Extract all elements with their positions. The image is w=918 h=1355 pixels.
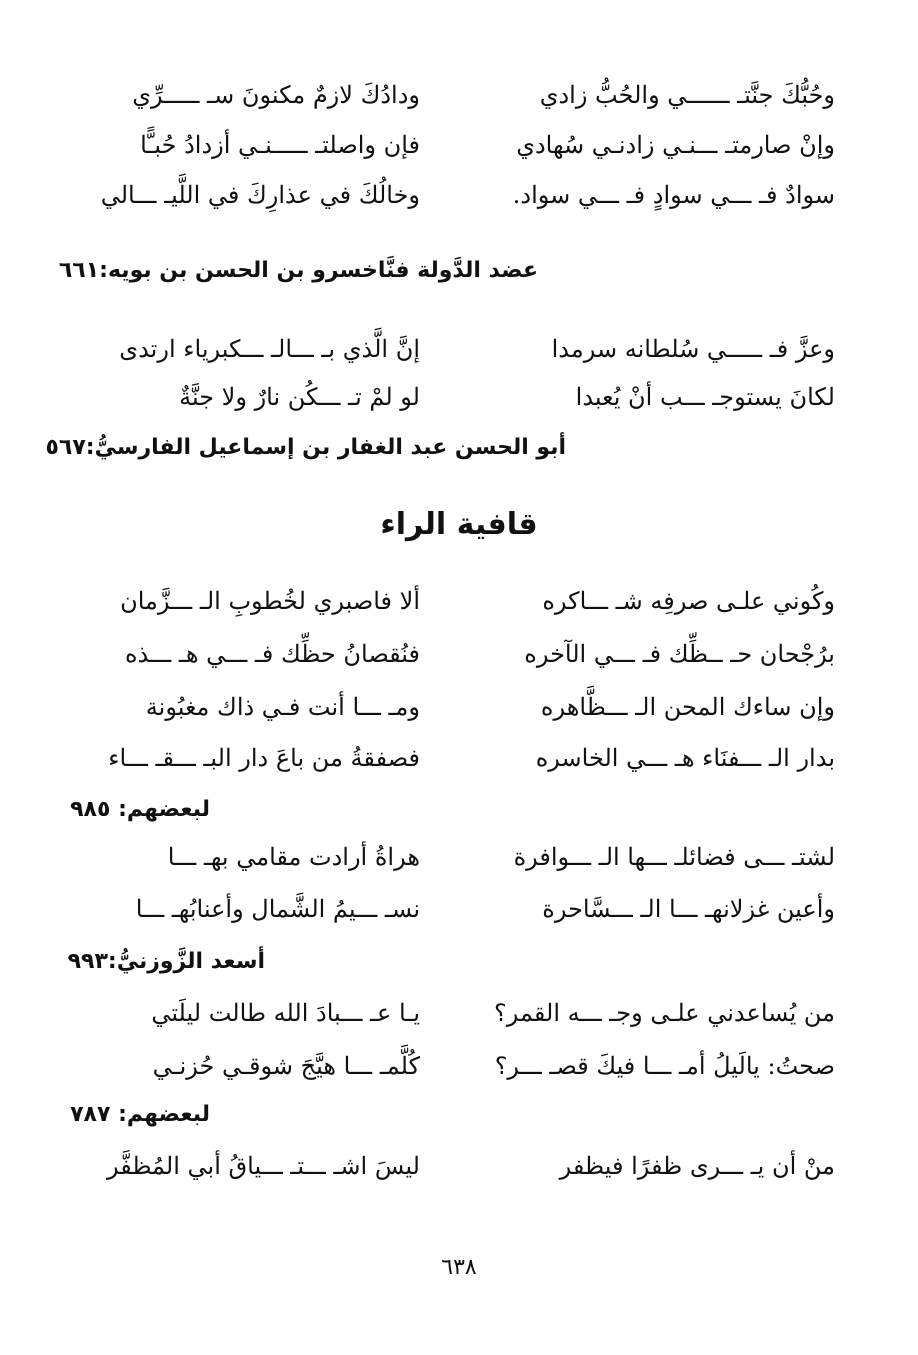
verse-first-hemistich: وخالُكَ في عذارِكَ في اللَّيـ ـــالي — [100, 181, 420, 209]
verse-first-hemistich: فنُقصانُ حظِّك فـ ـــي هـ ـــذه — [124, 640, 420, 668]
verse-second-hemistich: من يُساعدني علـى وجـ ـــه القمر؟ — [494, 999, 835, 1027]
verse-line — [60, 578, 835, 624]
verse-line — [60, 374, 835, 420]
verse-second-hemistich: لشتـ ـــى فضائلـ ـــها الـ ـــوافرة — [513, 843, 835, 871]
verse-second-hemistich: وإن ساءك المحن الـ ـــظَّاهره — [540, 693, 835, 721]
verse-second-hemistich: سوادٌ فـ ـــي سوادٍ فـ ـــي سواد. — [512, 181, 835, 209]
section-title: قافية الراء — [380, 507, 538, 542]
page-number: ٦٣٨ — [441, 1255, 477, 1280]
verse-first-hemistich: كُلَّمـ ـــا هيَّجَ شوقـي حُزنـي — [152, 1052, 420, 1080]
verse-second-hemistich: برُجْحان حـ ــظِّك فـ ـــي الآخره — [524, 640, 835, 668]
verse-second-hemistich: وعزَّ فـ ـــــي سُلطانه سرمدا — [551, 335, 835, 363]
verse-first-hemistich: إنَّ الَّذي بـ ـــالـ ـــكبرياء ارتدى — [119, 335, 420, 363]
verse-line — [60, 326, 835, 372]
verse-second-hemistich: لكانَ يستوجـ ـــب أنْ يُعبدا — [575, 383, 835, 411]
verse-line — [60, 1143, 835, 1189]
verse-second-hemistich: وحُبُّكَ جنَّتـ ــــــي والحُبُّ زادي — [539, 81, 835, 109]
verse-first-hemistich: ليسَ اشـ ـــتـ ـــياقُ أبي المُظفَّر — [106, 1152, 420, 1180]
verse-first-hemistich: ومـ ـــا أنت فـي ذاك مغبُونة — [145, 693, 420, 721]
verse-line — [60, 886, 835, 932]
verse-line — [60, 735, 835, 781]
verse-line — [60, 172, 835, 218]
poet-attribution: عضد الدَّولة فنَّاخسرو بن الحسن بن بويه:٦٦١ — [58, 258, 538, 283]
poet-attribution: لبعضهم: ٩٨٥ — [70, 797, 210, 822]
verse-second-hemistich: بدار الـ ـــفنَاء هـ ـــي الخاسره — [535, 744, 835, 772]
verse-first-hemistich: فإن واصلتـ ـــــنـي أزدادُ حُبـًّا — [140, 131, 420, 159]
poet-attribution: أبو الحسن عبد الغفار بن إسماعيل الفارسيُّ:٥٦٧ — [45, 435, 566, 460]
verse-line — [60, 1043, 835, 1089]
verse-second-hemistich: منْ أن يـ ـــرى ظفرًا فيظفر — [559, 1152, 835, 1180]
verse-second-hemistich: وكُوني علـى صرفِه شـ ـــاكره — [542, 587, 835, 615]
poet-attribution: لبعضهم: ٧٨٧ — [70, 1102, 210, 1127]
verse-line — [60, 631, 835, 677]
verse-line — [60, 834, 835, 880]
verse-line — [60, 684, 835, 730]
verse-first-hemistich: لو لمْ تـ ـــكُن نارٌ ولا جنَّةٌ — [179, 383, 420, 411]
verse-line — [60, 72, 835, 118]
verse-first-hemistich: هراةُ أرادت مقامي بهـ ـــا — [167, 843, 420, 871]
verse-second-hemistich: وأعين غزلانهـ ـــا الـ ـــسَّاحرة — [542, 895, 835, 923]
verse-second-hemistich: صحتُ: يالَيلُ أمـ ـــا فيكَ قصـ ـــر؟ — [494, 1052, 835, 1080]
verse-first-hemistich: فصفقةُ من باعَ دار البـ ـــقـ ـــاء — [108, 744, 420, 772]
verse-line — [60, 990, 835, 1036]
verse-line — [60, 122, 835, 168]
verse-second-hemistich: وإنْ صارمتـ ـــنـي زادنـي سُهادي — [516, 131, 835, 159]
verse-first-hemistich: نسـ ـــيمُ الشَّمال وأعنابُهـ ـــا — [135, 895, 420, 923]
poet-attribution: أسعد الزَّوزنيُّ:٩٩٣ — [67, 949, 265, 974]
verse-first-hemistich: ألا فاصبري لخُطوبِ الـ ـــزَّمان — [120, 587, 420, 615]
verse-first-hemistich: ودادُكَ لازمٌ مكنونَ سـ ـــــرِّي — [132, 81, 420, 109]
verse-first-hemistich: يـا عـ ـــبادَ الله طالت ليلَتي — [151, 999, 420, 1027]
